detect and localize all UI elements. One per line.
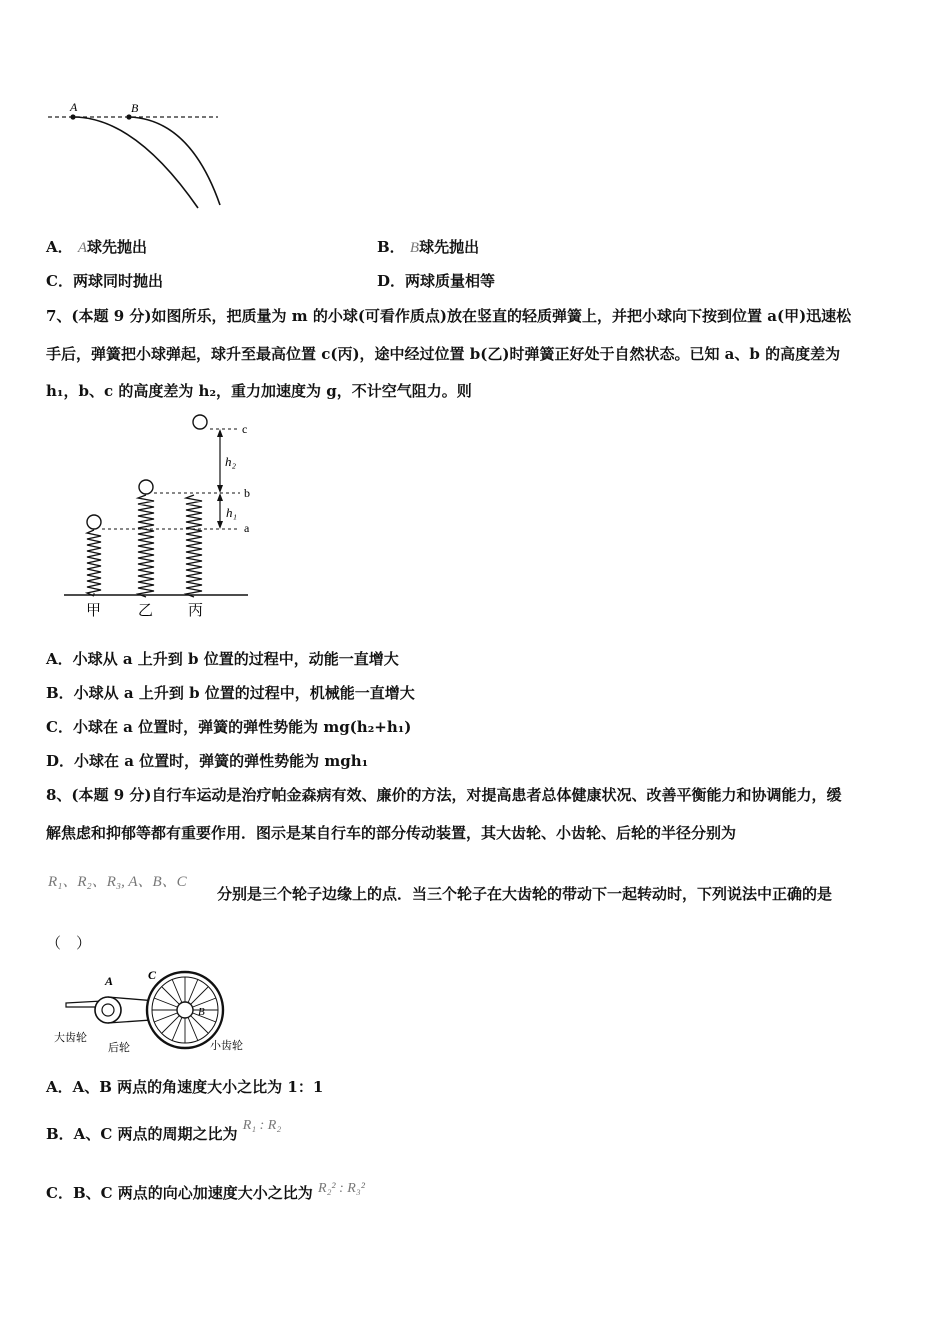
label-h1: h₁ [226, 505, 238, 520]
q8-stem-line1: 8、(本题 9 分)自行车运动是治疗帕金森病有效、廉价的方法，对提高患者总体健康状况、改善平衡能力和协调能力，缓 [46, 786, 842, 804]
q8-option-b [46, 1118, 282, 1144]
option-text: C．B、C 两点的向心加速度大小之比为 [46, 1184, 313, 1202]
option-text: 球先抛出 [87, 238, 148, 256]
option-prefix: A． [46, 238, 73, 256]
q8-bicycle-figure [50, 965, 260, 1055]
label-b: B [131, 101, 139, 115]
q8-option-c [46, 1182, 365, 1203]
label-small-gear: 小齿轮 [210, 1040, 243, 1052]
trajectory-b [129, 117, 220, 205]
small-gear [177, 1002, 193, 1018]
formula-r1-r2: R₁ : R₂ [242, 1118, 282, 1133]
q7-option-d: D．小球在 a 位置时，弹簧的弹性势能为 mgh₁ [46, 752, 369, 770]
label-jia: 甲 [86, 603, 102, 619]
q8-answer-paren: （ ） [46, 934, 92, 952]
option-text: B．A、C 两点的周期之比为 [46, 1125, 238, 1143]
ball-bing [193, 415, 207, 429]
label-a: A [105, 974, 114, 988]
q6-trajectory-figure [40, 95, 230, 215]
label-c: c [242, 422, 248, 436]
ball-jia [87, 515, 101, 529]
label-bing: 丙 [188, 603, 204, 619]
q7-stem-line1: 7、(本题 9 分)如图所乐，把质量为 m 的小球(可看作质点)放在竖直的轻质弹簧上，并把小球向下按到位置 a(甲)迅速松 [46, 307, 852, 325]
label-a: a [244, 521, 250, 535]
formula-radii-points: R₁、R₂、R₃, A、B、C [48, 874, 187, 890]
spring-yi [138, 480, 154, 597]
q7-option-a: A．小球从 a 上升到 b 位置的过程中，动能一直增大 [46, 650, 399, 668]
q6-option-b [377, 236, 479, 257]
q8-stem-line3-rest: 分别是三个轮子边缘上的点．当三个轮子在大齿轮的带动下一起转动时，下列说法中正确的是 [217, 885, 833, 903]
label-rear-wheel: 后轮 [108, 1042, 130, 1054]
point-a [70, 114, 75, 119]
q6-option-c: C．两球同时抛出 [46, 272, 163, 290]
label-yi: 乙 [138, 603, 154, 619]
q7-option-c: C．小球在 a 位置时，弹簧的弹性势能为 mg(h₂+h₁) [46, 718, 412, 736]
option-variable: A [77, 240, 88, 256]
q8-stem-line3 [48, 870, 187, 891]
option-text: 球先抛出 [419, 238, 480, 256]
q7-spring-figure [60, 405, 260, 625]
label-h2: h₂ [225, 454, 237, 469]
q6-option-d: D．两球质量相等 [377, 272, 496, 290]
q8-option-a: A．A、B 两点的角速度大小之比为 1：1 [46, 1078, 324, 1096]
label-a: A [70, 100, 78, 114]
label-b: b [244, 486, 250, 500]
point-b [126, 114, 131, 119]
q6-option-a [46, 236, 147, 257]
label-c: C [148, 968, 157, 982]
q8-stem-line2: 解焦虑和抑郁等都有重要作用．图示是某自行车的部分传动装置，其大齿轮、小齿轮、后轮的半径分别为 [46, 824, 737, 842]
option-prefix: B． [377, 238, 405, 256]
q7-option-b: B．小球从 a 上升到 b 位置的过程中，机械能一直增大 [46, 684, 415, 702]
label-b: B [198, 1006, 205, 1018]
option-variable: B [409, 240, 420, 256]
trajectory-a [73, 117, 198, 208]
formula-r2sq-r3sq: R₂² : R₃² [318, 1181, 365, 1196]
q7-stem-line2: 手后，弹簧把小球弹起，球升至最高位置 c(丙)，途中经过位置 b(乙)时弹簧正好处于自然状态。已知 a、b 的高度差为 [46, 345, 841, 363]
ball-yi [139, 480, 153, 494]
spring-jia [87, 515, 101, 596]
q7-stem-line3: h₁，b、c 的高度差为 h₂，重力加速度为 g，不计空气阻力。则 [46, 382, 472, 400]
label-big-gear: 大齿轮 [54, 1032, 87, 1044]
spring-bing [186, 415, 207, 597]
